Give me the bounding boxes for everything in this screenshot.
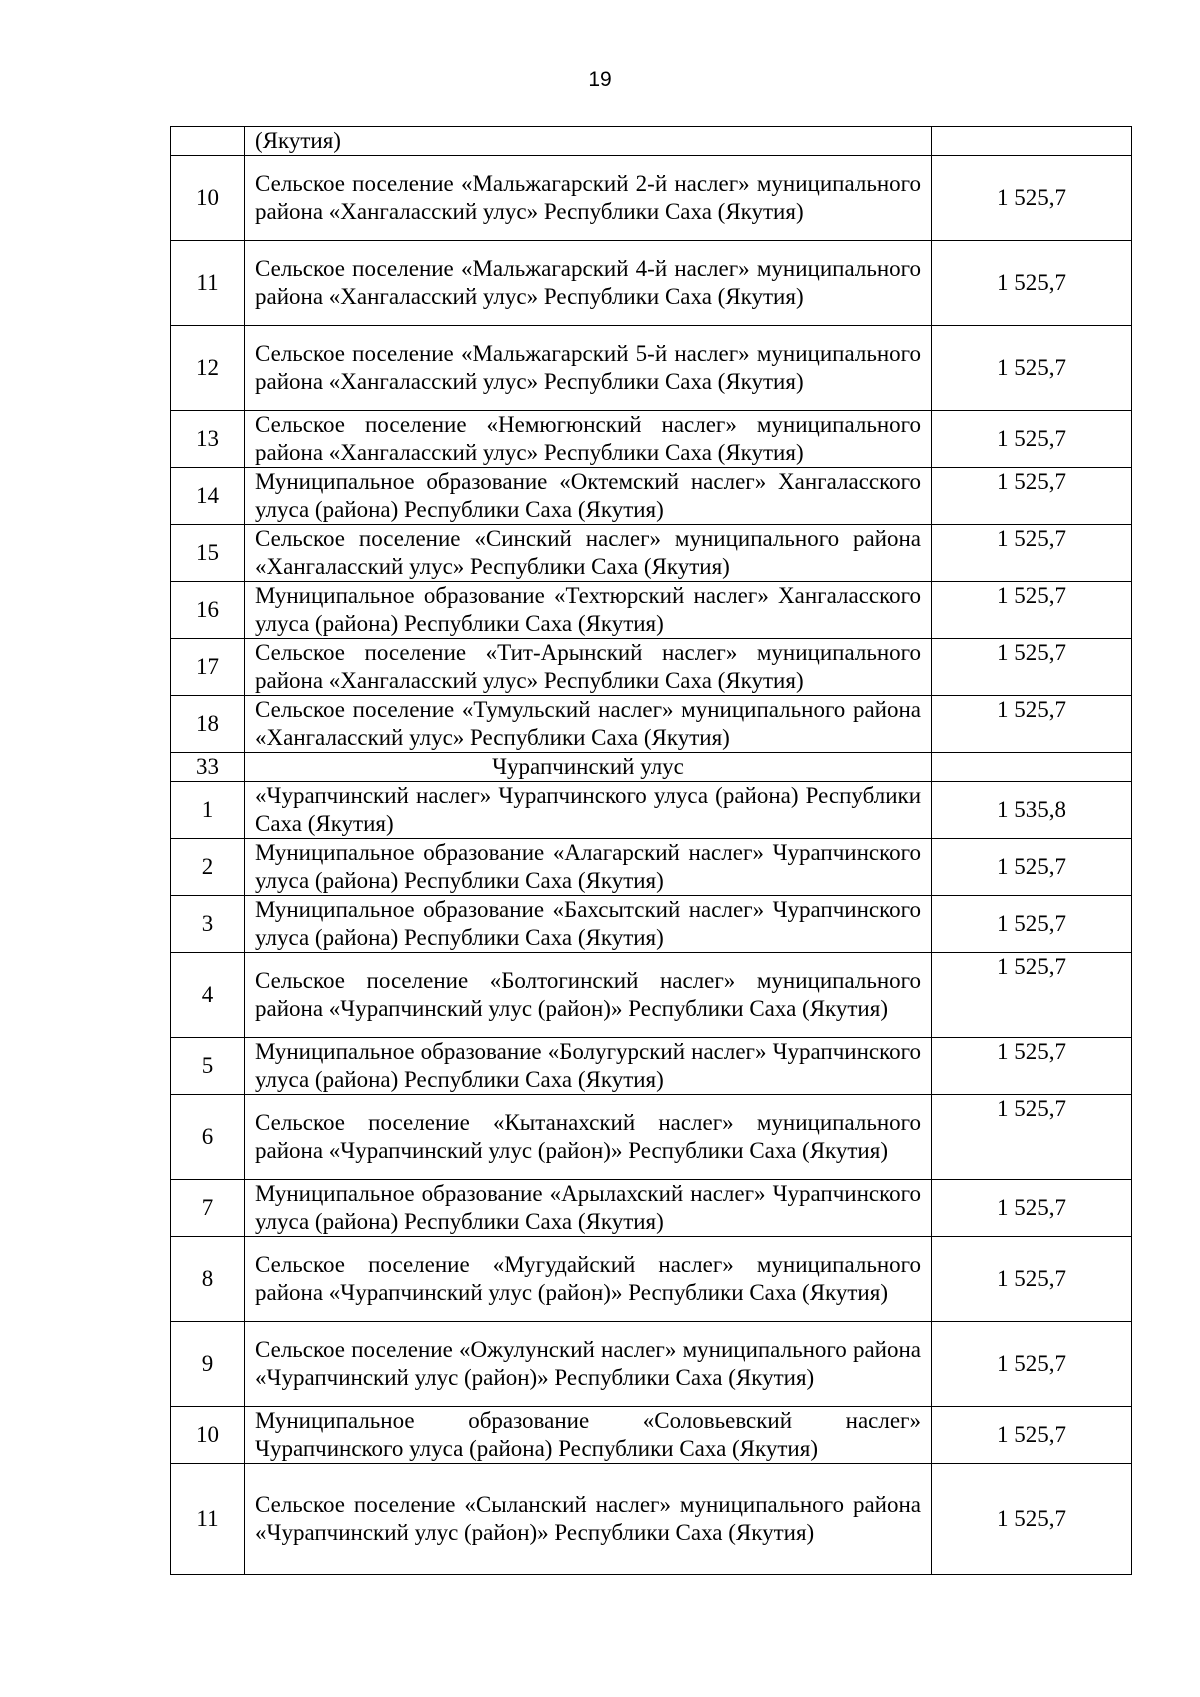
row-number: 3 [171, 896, 245, 953]
allocation-value: 1 525,7 [932, 1095, 1132, 1180]
municipality-name: Сельское поселение «Мугудайский наслег» муниципального района «Чурапчинский улус (район)» Республики Саха (Якутия) [245, 1237, 932, 1322]
municipality-name: Муниципальное образование «Арылахский наслег» Чурапчинского улуса (района) Республики Саха (Якутия) [245, 1180, 932, 1237]
allocation-table [170, 126, 1132, 1575]
allocation-value: 1 525,7 [932, 1322, 1132, 1407]
municipality-name: Сельское поселение «Синский наслег» муниципального района «Хангаласский улус» Республики Саха (Якутия) [245, 525, 932, 582]
row-number: 10 [171, 1407, 245, 1464]
row-number: 11 [171, 241, 245, 326]
municipality-name: Муниципальное образование «Октемский наслег» Хангаласского улуса (района) Республики Саха (Якутия) [245, 468, 932, 525]
municipality-name: Муниципальное образование «Болугурский наслег» Чурапчинского улуса (района) Республики Саха (Якутия) [245, 1038, 932, 1095]
table-row [171, 839, 1132, 896]
municipality-name: «Чурапчинский наслег» Чурапчинского улуса (района) Республики Саха (Якутия) [245, 782, 932, 839]
table-row [171, 241, 1132, 326]
municipality-name: Сельское поселение «Кытанахский наслег» муниципального района «Чурапчинский улус (район)» Республики Саха (Якутия) [245, 1095, 932, 1180]
allocation-value: 1 525,7 [932, 241, 1132, 326]
municipality-name: Сельское поселение «Сыланский наслег» муниципального района «Чурапчинский улус (район)» Республики Саха (Якутия) [245, 1464, 932, 1575]
allocation-value: 1 525,7 [932, 582, 1132, 639]
table-row [171, 782, 1132, 839]
municipality-name: (Якутия) [245, 127, 932, 156]
table-row [171, 1237, 1132, 1322]
row-number: 15 [171, 525, 245, 582]
municipality-name: Муниципальное образование «Бахсытский наслег» Чурапчинского улуса (района) Республики Саха (Якутия) [245, 896, 932, 953]
table-row [171, 639, 1132, 696]
allocation-value: 1 525,7 [932, 525, 1132, 582]
table-row [171, 753, 1132, 782]
municipality-name: Сельское поселение «Ожулунский наслег» муниципального района «Чурапчинский улус (район)» Республики Саха (Якутия) [245, 1322, 932, 1407]
row-number: 2 [171, 839, 245, 896]
allocation-value: 1 525,7 [932, 1180, 1132, 1237]
table-row [171, 127, 1132, 156]
allocation-value [932, 127, 1132, 156]
municipality-name: Муниципальное образование «Соловьевский наслег» Чурапчинского улуса (района) Республики Саха (Якутия) [245, 1407, 932, 1464]
row-number: 1 [171, 782, 245, 839]
row-number: 7 [171, 1180, 245, 1237]
row-number: 18 [171, 696, 245, 753]
row-number: 17 [171, 639, 245, 696]
allocation-value: 1 525,7 [932, 1038, 1132, 1095]
allocation-value: 1 525,7 [932, 411, 1132, 468]
table-row [171, 468, 1132, 525]
page-number: 19 [588, 68, 612, 91]
municipality-name: Сельское поселение «Тумульский наслег» муниципального района «Хангаласский улус» Республики Саха (Якутия) [245, 696, 932, 753]
table-row [171, 896, 1132, 953]
table-row [171, 1407, 1132, 1464]
row-number: 12 [171, 326, 245, 411]
table-row [171, 1038, 1132, 1095]
row-number: 14 [171, 468, 245, 525]
table-row [171, 1322, 1132, 1407]
allocation-value: 1 525,7 [932, 326, 1132, 411]
table-row [171, 326, 1132, 411]
allocation-value: 1 525,7 [932, 896, 1132, 953]
allocation-value: 1 525,7 [932, 156, 1132, 241]
row-number: 8 [171, 1237, 245, 1322]
municipality-name: Сельское поселение «Мальжагарский 2-й наслег» муниципального района «Хангаласский улус» Республики Саха (Якутия) [245, 156, 932, 241]
allocation-value: 1 525,7 [932, 639, 1132, 696]
row-number: 16 [171, 582, 245, 639]
municipality-name: Сельское поселение «Тит-Арынский наслег» муниципального района «Хангаласский улус» Республики Саха (Якутия) [245, 639, 932, 696]
table-row [171, 156, 1132, 241]
allocation-value: 1 525,7 [932, 468, 1132, 525]
row-number: 4 [171, 953, 245, 1038]
row-number: 6 [171, 1095, 245, 1180]
row-number [171, 127, 245, 156]
allocation-value: 1 525,7 [932, 839, 1132, 896]
municipality-name: Сельское поселение «Болтогинский наслег» муниципального района «Чурапчинский улус (район)» Республики Саха (Якутия) [245, 953, 932, 1038]
table-row [171, 696, 1132, 753]
allocation-value: 1 525,7 [932, 696, 1132, 753]
row-number: 10 [171, 156, 245, 241]
row-number: 5 [171, 1038, 245, 1095]
table-row [171, 582, 1132, 639]
municipality-name: Сельское поселение «Мальжагарский 4-й наслег» муниципального района «Хангаласский улус» Республики Саха (Якутия) [245, 241, 932, 326]
allocation-value: 1 535,8 [932, 782, 1132, 839]
table-row [171, 953, 1132, 1038]
row-number: 11 [171, 1464, 245, 1575]
table-body [171, 127, 1132, 1575]
allocation-value: 1 525,7 [932, 953, 1132, 1038]
municipality-name: Сельское поселение «Немюгюнский наслег» муниципального района «Хангаласский улус» Республики Саха (Якутия) [245, 411, 932, 468]
table-row [171, 525, 1132, 582]
municipality-name: Сельское поселение «Мальжагарский 5-й наслег» муниципального района «Хангаласский улус» Республики Саха (Якутия) [245, 326, 932, 411]
row-number: 9 [171, 1322, 245, 1407]
municipality-name: Муниципальное образование «Алагарский наслег» Чурапчинского улуса (района) Республики Саха (Якутия) [245, 839, 932, 896]
allocation-value: 1 525,7 [932, 1407, 1132, 1464]
allocation-value: 1 525,7 [932, 1464, 1132, 1575]
table-row [171, 1180, 1132, 1237]
table-row [171, 411, 1132, 468]
row-number: 13 [171, 411, 245, 468]
table-row [171, 1464, 1132, 1575]
region-heading: Чурапчинский улус [245, 753, 932, 782]
allocation-value [932, 753, 1132, 782]
allocation-value: 1 525,7 [932, 1237, 1132, 1322]
table-row [171, 1095, 1132, 1180]
row-number: 33 [171, 753, 245, 782]
municipality-name: Муниципальное образование «Техтюрский наслег» Хангаласского улуса (района) Республики Саха (Якутия) [245, 582, 932, 639]
